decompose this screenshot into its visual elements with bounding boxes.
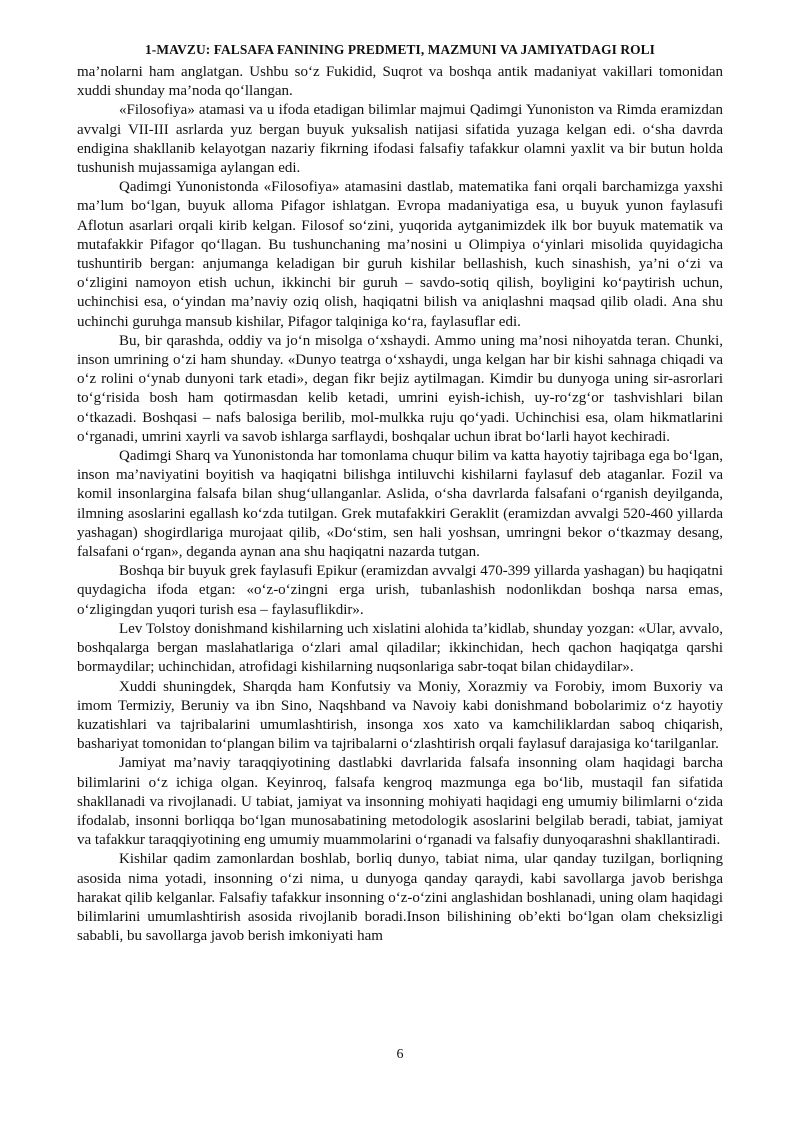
paragraph-3: Qadimgi Yunonistonda «Filosofiya» atamasini dastlab, matematika fani orqali barchamizga yaxshi ma’lum bo‘lgan, buyuk alloma Pifagor ishlatgan. Evropa madaniyatiga esa, u buyuk yunon faylasufi Aflotun asarlari orqali kirib kelgan. Filosof so‘zini, yuqorida aytganimizdek ilk bor buyuk matematik va mutafakkir Pifagor qo‘llagan. Bu tushunchaning ma’nosini u Olimpiya o‘yinlari misolida quyidagicha tushuntirib bergan: anjumanga keladigan bir guruh kishilar bellashish, kuch sinashish, ya’ni o‘zi va o‘zligini namoyon etish uchun, ikkinchi bir guruh – savdo-sotiq qilish, boyligini ko‘paytirish uchun, uchinchisi esa, o‘yindan ma’naviy oziq olish, haqiqatni bilish va aniqlashni maqsad qilib oladi. Ana shu uchinchi guruhga mansub kishilar, Pifagor talqiniga ko‘ra, faylasuflar edi. — [77, 179, 723, 330]
paragraph-7: Lev Tolstoy donishmand kishilarning uch xislatini alohida ta’kidlab, shunday yozgan: «Ular, avvalo, boshqalarga bergan maslahatlariga o‘zlari amal qiladilar; ikkinchidan, hech qachon haqiqatga qarshi bormaydilar; uchinchidan, atrofidagi kishilarning nuqsonlariga sabr-toqat bilan chidaydilar». — [77, 620, 723, 676]
paragraph-5: Qadimgi Sharq va Yunonistonda har tomonlama chuqur bilim va katta hayotiy tajribaga ega bo‘lgan, inson ma’naviyatini boyitish va haqiqatni bilishga intiluvchi kishilarni faylasuf deb ataganlar. Fozil va komil insonlargina falsafa bilan shug‘ullanganlar. Aslida, o‘sha davrlarda falsafani o‘rganish deyilganda, ilmning asoslarini egallash ko‘zda tutilgan. Grek mutafakkiri Geraklit (eramizdan avvalgi 520-460 yillarda yashagan) shogirdlariga murojaat qilib, «Do‘stim, sen hali yoshsan, umringni bekor o‘tkazmay desang, falsafani o‘rgan», deganda aynan ana shu haqiqatni nazarda tutgan. — [77, 448, 723, 561]
page-number: 6 — [396, 1047, 404, 1062]
paragraph-8: Xuddi shuningdek, Sharqda ham Konfutsiy va Moniy, Xorazmiy va Forobiy, imom Buxoriy va imom Termiziy, Beruniy va ibn Sino, Naqshband va Navoiy kabi donishmand bobolarimiz o‘z hayotiy kuzatishlari va tajribalarini umumlashtirish, insonga xos xato va kamchiliklardan saboq chiqarish, bashariyat tomonidan to‘plangan bilim va tajribalarni o‘zlashtirish orqali faylasuf darajasiga ko‘tarilganlar. — [77, 678, 723, 753]
paragraph-6: Boshqa bir buyuk grek faylasufi Epikur (eramizdan avvalgi 470-399 yillarda yashagan) bu haqiqatni quydagicha ifoda etgan: «o‘z-o‘zingni erga urish, tubanlashish nodonlikdan boshqa narsa emas, o‘zligingdan yuqori turish esa – faylasuflikdir». — [77, 563, 723, 618]
paragraph-1: ma’nolarni ham anglatgan. Ushbu so‘z Fukidid, Suqrot va boshqa antik madaniyat vakillari tomonidan xuddi shunday ma’noda qo‘llangan. — [77, 64, 723, 100]
paragraph-2: «Filosofiya» atamasi va u ifoda etadigan bilimlar majmui Qadimgi Yunoniston va Rimda eramizdan avvalgi VII-III asrlarda yuz bergan buyuk yuksalish natijasi sifatida yuzaga kelgan edi. o‘sha davrda endigina shakllanib kelayotgan nazariy fikrning ifodasi falsafiy tafakkur olamni yaxlit va bir butun holda tushunish mujassamiga aylangan edi. — [77, 102, 723, 177]
chapter-header: 1-MAVZU: FALSAFA FANINING PREDMETI, MAZMUNI VA JAMIYATDAGI ROLI — [145, 42, 655, 57]
paragraph-4: Bu, bir qarashda, oddiy va jo‘n misolga o‘xshaydi. Ammo uning ma’nosi nihoyatda teran. Chunki, inson umrining o‘zi ham shunday. «Dunyo teatrga o‘xshaydi, unga kelgan har bir kishi sahnaga chiqadi va o‘z rolini o‘ynab dunyoni tark etadi», degan fikr bejiz aytilmagan. Kimdir bu dunyoga uning sir-asrorlari to‘g‘risida bosh ham qotirmasdan kelib ketadi, umrini eyish-ichish, uy-ro‘zg‘or tashvishlari bilan o‘tkazadi. Boshqasi – nafs balosiga berilib, mol-mulkka ruju qo‘yadi. Uchinchisi esa, olam hikmatlarini o‘rganadi, umrini xayrli va savob ishlarga sarflaydi, boshqalar uchun ibrat bo‘larli hayot kechiradi. — [77, 332, 723, 445]
document-page — [77, 40, 723, 946]
paragraph-10: Kishilar qadim zamonlardan boshlab, borliq dunyo, tabiat nima, ular qanday tuzilgan, borliqning asosida nima yotadi, insonning o‘zi nima, u dunyoga qanday qaraydi, kabi savollarga javob berishga harakat qilib kelganlar. Falsafiy tafakkur insonning o‘z-o‘zini anglashidan boshlanadi, uning olam haqidagi bilimlarini umumlashtirish asosida rivojlanib boradi.Inson bilishining ob’ekti bo‘lgan olam cheksizligi sababli, bu savollarga javob berish imkoniyati ham — [77, 851, 723, 945]
paragraph-9: Jamiyat ma’naviy taraqqiyotining dastlabki davrlarida falsafa insonning olam haqidagi barcha bilimlarini o‘z ichiga olgan. Keyinroq, falsafa kengroq mazmunga ega bo‘lib, mustaqil fan sifatida shakllanadi va rivojlanadi. U tabiat, jamiyat va insonning mohiyati haqidagi eng umumiy bilimlarni o‘zida ifodalab, insonni borliqqa bo‘lgan munosabatining metodologik asoslarini belgilab beradi, tabiat, jamiyat va tafakkur taraqqiyotining eng umumiy muammolarini o‘rganadi va falsafiy dunyoqarashni shakllantiradi. — [77, 755, 723, 849]
